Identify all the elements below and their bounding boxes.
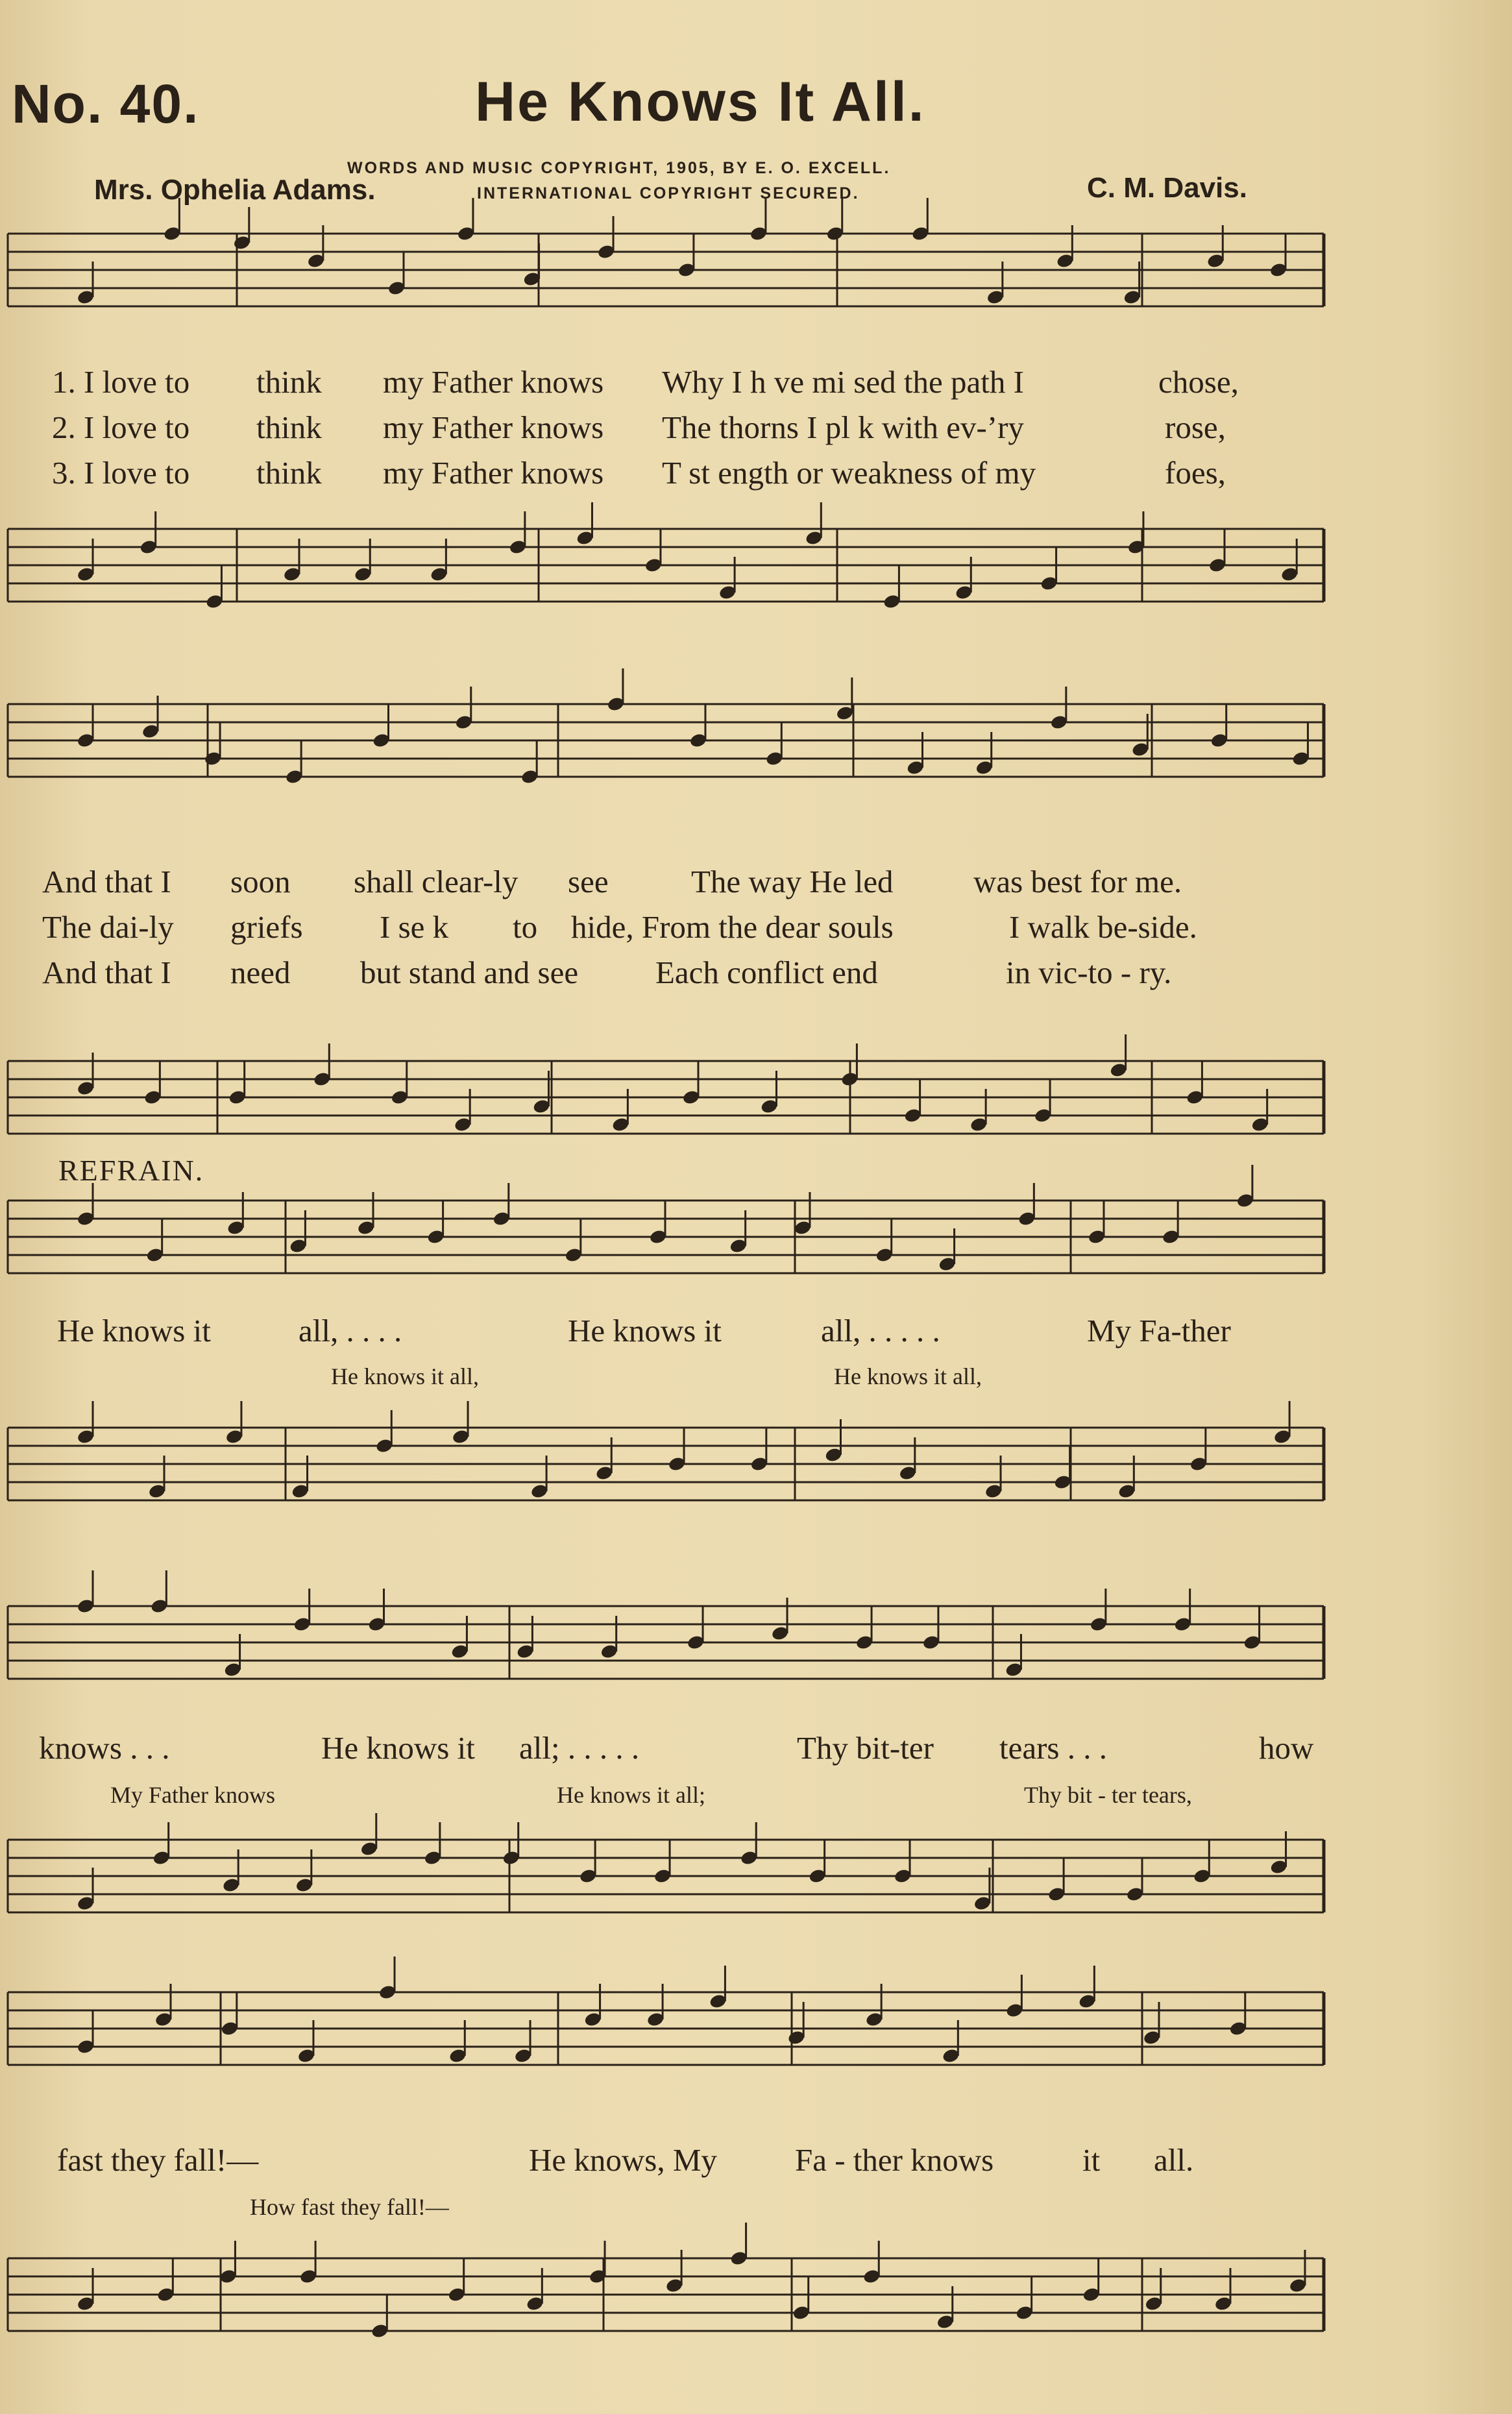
refrain-label: REFRAIN. — [58, 1154, 204, 1187]
verse-1-line-1-part-4: Why I h ve mi sed the path I — [662, 364, 1024, 400]
refrain-2-bass-text-2: He knows it all; — [557, 1782, 705, 1808]
verse-2-line-2-part-6: I walk be-side. — [1009, 909, 1197, 945]
verse-2-line-2-part-5: hide, From the dear souls — [571, 909, 894, 945]
verse-1-line-2-part-6: was best for me. — [973, 864, 1182, 899]
verse-1-line-1-part-5: chose, — [1158, 364, 1239, 400]
refrain-3-part-2: He knows, My — [529, 2142, 717, 2178]
verse-1-line-1-part-3: my Father knows — [383, 364, 604, 400]
verse-2-line-1-part-2: think — [256, 409, 322, 445]
refrain-3-part-5: all. — [1154, 2142, 1194, 2178]
verse-2-line-1-part-1: 2. I love to — [52, 409, 190, 445]
verse-1-line-2-part-4: see — [568, 864, 609, 899]
refrain-1-part-1: He knows it — [57, 1313, 211, 1348]
refrain-2-part-3: all; . . . . . — [519, 1730, 640, 1766]
verse-3-line-2-part-2: need — [230, 955, 291, 990]
verse-2-line-2-part-2: griefs — [230, 909, 303, 945]
refrain-1-part-2: all, . . . . — [299, 1313, 402, 1348]
refrain-2-part-6: how — [1259, 1730, 1314, 1766]
verse-3-line-1-part-5: foes, — [1165, 455, 1226, 491]
verse-2-line-2-part-1: The dai-ly — [42, 909, 174, 945]
refrain-1-part-5: My Fa-ther — [1087, 1313, 1231, 1348]
verse-3-line-2-part-3: but stand and see — [360, 955, 579, 990]
refrain-2-bass-text-3: Thy bit - ter tears, — [1024, 1782, 1192, 1808]
copyright-line: WORDS AND MUSIC COPYRIGHT, 1905, BY E. O. EXCELL. — [347, 159, 891, 177]
verse-1-line-2-part-3: shall clear-ly — [354, 864, 518, 899]
verse-2-line-1-part-5: rose, — [1165, 409, 1226, 445]
hymn-number: No. 40. — [12, 73, 200, 134]
verse-3-line-1-part-2: think — [256, 455, 322, 491]
refrain-3-part-4: it — [1082, 2142, 1101, 2178]
verse-2-line-1-part-4: The thorns I pl k with ev-’ry — [662, 409, 1024, 445]
verse-3-line-1-part-4: T st ength or weakness of my — [662, 455, 1036, 491]
verse-3-line-2-part-1: And that I — [42, 955, 171, 990]
refrain-1-part-4: all, . . . . . — [821, 1313, 940, 1348]
refrain-3-part-3: Fa - ther knows — [795, 2142, 994, 2178]
refrain-2-part-5: tears . . . — [999, 1730, 1107, 1766]
verse-2-line-2-part-4: to — [513, 909, 538, 945]
refrain-2-part-2: He knows it — [321, 1730, 475, 1766]
verse-2-line-1-part-3: my Father knows — [383, 409, 604, 445]
refrain-3-bass-text-1: How fast they fall!— — [250, 2194, 449, 2220]
verse-1-line-2-part-5: The way He led — [691, 864, 894, 899]
lyricist-credit: Mrs. Ophelia Adams. — [94, 174, 376, 206]
refrain-1-bass-text-1: He knows it all, — [331, 1363, 479, 1389]
verse-1-line-1-part-1: 1. I love to — [52, 364, 190, 400]
verse-1-line-2-part-2: soon — [230, 864, 291, 899]
verse-3-line-1-part-3: my Father knows — [383, 455, 604, 491]
refrain-2-part-1: knows . . . — [39, 1730, 170, 1766]
verse-1-line-1-part-2: think — [256, 364, 322, 400]
verse-2-line-2-part-3: I se k — [380, 909, 449, 945]
verse-3-line-2-part-4: Each conflict end — [655, 955, 878, 990]
copyright-notice: INTERNATIONAL COPYRIGHT SECURED. — [477, 184, 860, 202]
verse-3-line-1-part-1: 3. I love to — [52, 455, 190, 491]
refrain-2-part-4: Thy bit-ter — [797, 1730, 934, 1766]
refrain-3-part-1: fast they fall!— — [57, 2142, 259, 2178]
verse-1-line-2-part-1: And that I — [42, 864, 171, 899]
refrain-1-bass-text-2: He knows it all, — [834, 1363, 982, 1389]
refrain-1-part-3: He knows it — [568, 1313, 722, 1348]
verse-3-line-2-part-5: in vic-to - ry. — [1006, 955, 1172, 990]
composer-credit: C. M. Davis. — [1087, 172, 1247, 204]
refrain-2-bass-text-1: My Father knows — [110, 1782, 275, 1808]
hymn-title: He Knows It All. — [475, 71, 926, 133]
